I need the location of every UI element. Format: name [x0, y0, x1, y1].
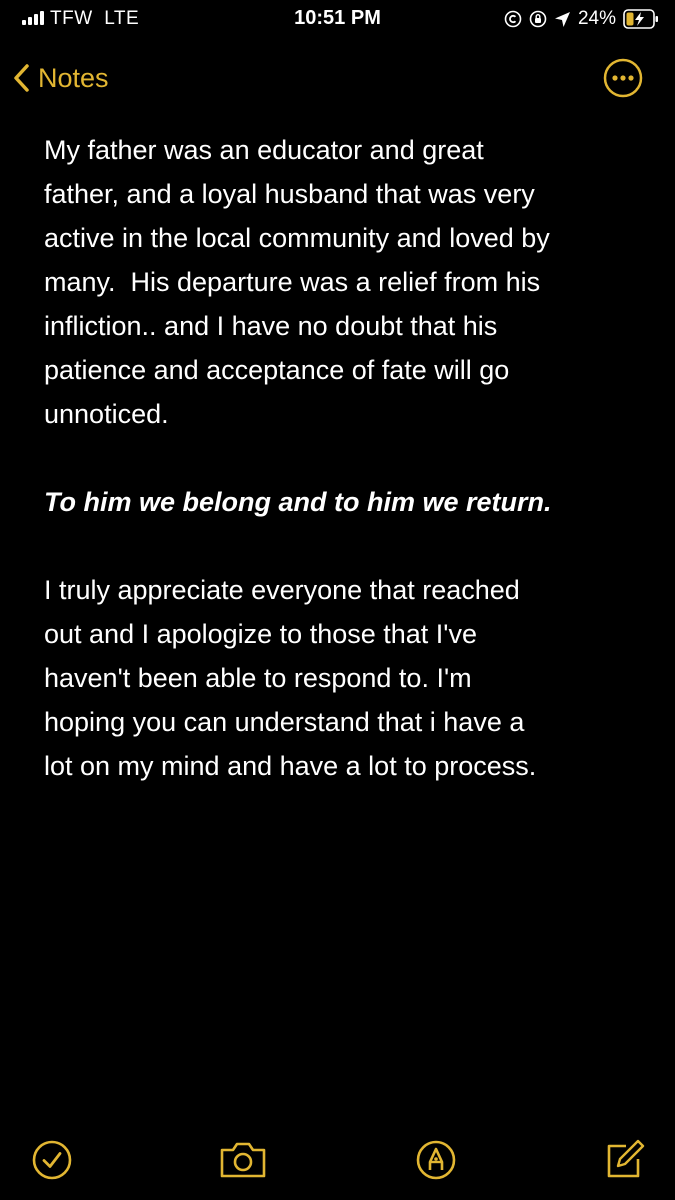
- status-time: 10:51 PM: [294, 7, 381, 29]
- status-right-group: [504, 6, 659, 32]
- ellipsis-circle-icon: [603, 58, 643, 98]
- compose-icon: [602, 1138, 646, 1182]
- note-line: haven't been able to respond to. I'm: [44, 663, 472, 693]
- camera-button[interactable]: [218, 1138, 268, 1182]
- note-line: many. His departure was a relief from his: [44, 267, 541, 297]
- note-line: out and I apologize to those that I've: [44, 619, 477, 649]
- more-options-button[interactable]: [603, 58, 643, 98]
- paragraph-gap: [44, 524, 644, 568]
- note-quote: To him we belong and to him we return.: [44, 487, 552, 517]
- markup-icon: [414, 1138, 458, 1182]
- checklist-button[interactable]: [30, 1138, 74, 1182]
- note-line: unnoticed.: [44, 399, 169, 429]
- back-button[interactable]: [12, 56, 109, 100]
- note-line: I truly appreciate everyone that reached: [44, 575, 520, 605]
- checklist-icon: [30, 1138, 74, 1182]
- location-icon: [554, 11, 571, 28]
- chevron-left-icon: [12, 63, 30, 93]
- note-line: My father was an educator and great: [44, 135, 484, 165]
- screen-record-icon: [504, 10, 522, 28]
- markup-button[interactable]: [414, 1138, 458, 1182]
- paragraph-gap: [44, 436, 644, 480]
- carrier-label: TFW LTE: [50, 8, 140, 29]
- note-line: father, and a loyal husband that was very: [44, 179, 535, 209]
- compose-button[interactable]: [602, 1138, 646, 1182]
- note-line: patience and acceptance of fate will go: [44, 355, 510, 385]
- battery-charging-icon: [623, 9, 659, 29]
- note-line: infliction.. and I have no doubt that his: [44, 311, 498, 341]
- camera-icon: [218, 1138, 268, 1182]
- note-body[interactable]: [44, 128, 644, 788]
- bottom-toolbar: [0, 1138, 675, 1184]
- note-line: lot on my mind and have a lot to process.: [44, 751, 537, 781]
- note-line: hoping you can understand that i have a: [44, 707, 525, 737]
- nav-bar: [0, 50, 675, 106]
- orientation-lock-icon: [529, 10, 547, 28]
- note-line: active in the local community and loved by: [44, 223, 550, 253]
- back-label: Notes: [38, 62, 109, 93]
- battery-percentage: 24%: [577, 8, 616, 29]
- status-bar: [0, 0, 675, 40]
